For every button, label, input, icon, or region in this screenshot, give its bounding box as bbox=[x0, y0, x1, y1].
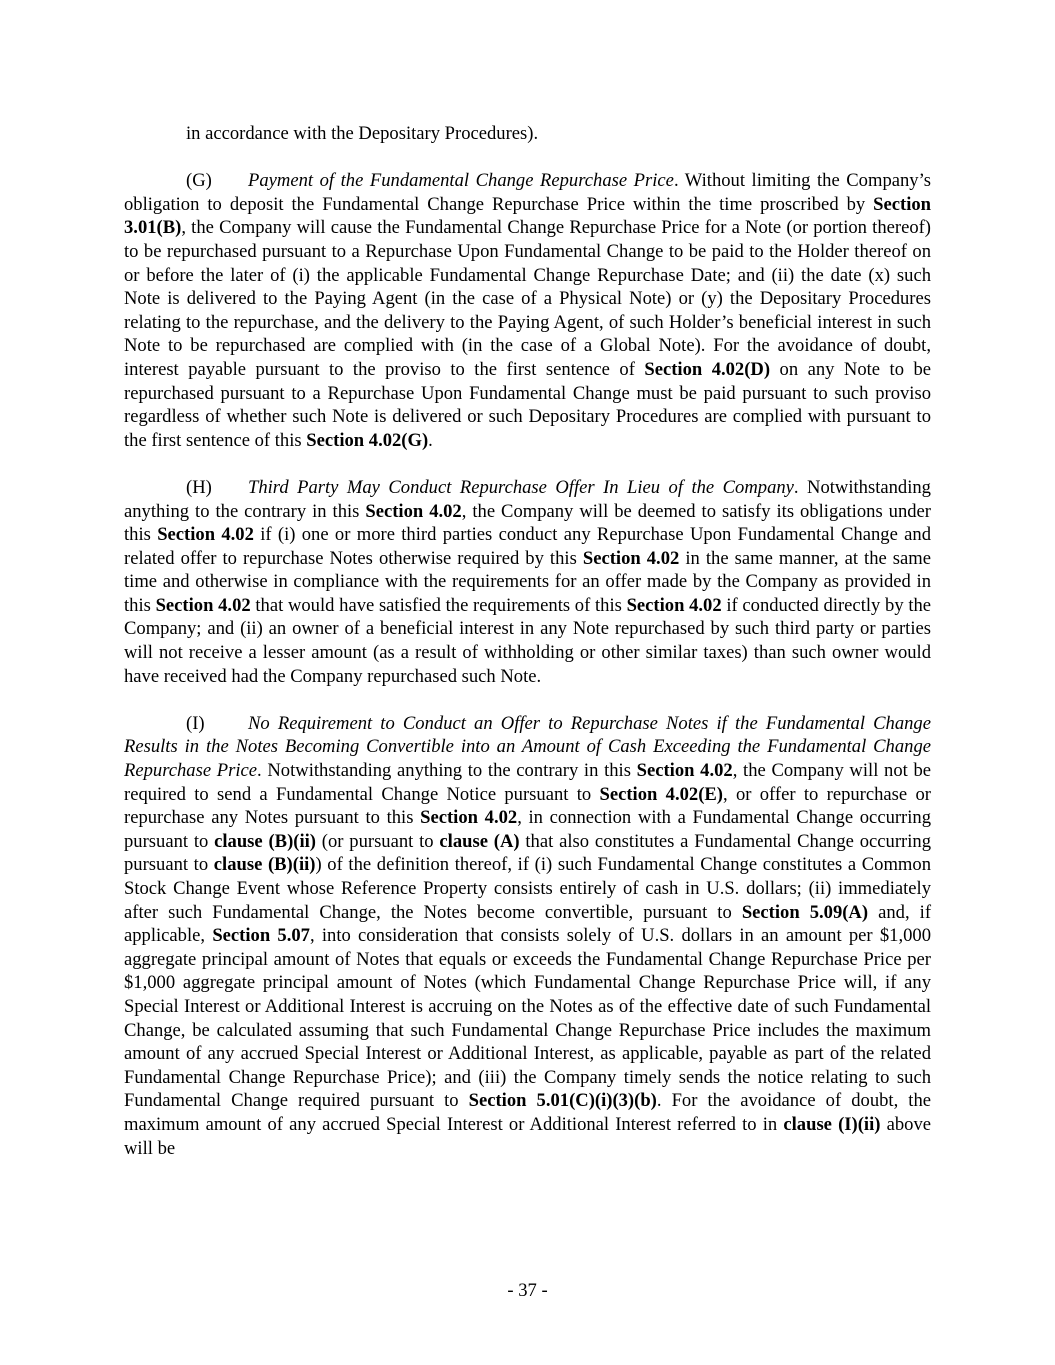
section-i-text: , the Company will not be required to send a Fundamental Change Notice pursuant to bbox=[124, 760, 932, 805]
section-reference: Section 4.02 bbox=[157, 524, 254, 546]
section-h-text: . Notwithstanding anything to the contrary in this bbox=[124, 476, 931, 522]
section-h-text: that would have satisfied the requirements of this bbox=[250, 594, 627, 616]
section-g-label: (G) bbox=[186, 170, 212, 192]
section-h-text: if conducted directly by the Company; and (ii) an owner of a beneficial interest in any Note repurchased by such third party or parties will not receive a lesser amount (as a result of withholding or other similar taxes) than such owner would have received had the Company repurchased such Note. bbox=[124, 594, 932, 687]
section-i-text: , into consideration that consists solely of U.S. dollars in an amount per $1,000 aggregate principal amount of Notes that equals or exceeds the Fundamental Change Repurchase Price per $1,000 aggregate principal amount of Notes (which Fundamental Change Repurchase Price will, if any Special Interest or Additional Interest is accruing on the Notes as of the effective date of such Fundamental Change, be calculated assuming that such Fundamental Change Repurchase Price includes the maximum amount of any accrued Special Interest or Additional Interest, as applicable, payable as part of the related Fundamental Change Repurchase Price); and (iii) the Company timely sends the notice relating to such Fundamental Change required pursuant to bbox=[124, 925, 931, 1112]
section-reference: Section 5.07 bbox=[212, 925, 310, 947]
section-h-text: , the Company will be deemed to satisfy its obligations under this bbox=[124, 500, 931, 546]
section-i-text: . For the avoidance of doubt, the maximum amount of any accrued Special Interest or Additional Interest referred to in bbox=[124, 1090, 931, 1135]
continuation-paragraph: in accordance with the Depositary Procedures). bbox=[186, 123, 539, 144]
section-g-text: . bbox=[428, 429, 433, 451]
section-h-paragraph bbox=[124, 476, 931, 688]
section-reference: Section 4.02 bbox=[626, 594, 722, 616]
section-i-label: (I) bbox=[186, 712, 205, 734]
clause-reference: clause (B)(ii) bbox=[214, 830, 316, 852]
section-reference: Section 4.02 bbox=[582, 547, 680, 569]
section-i-text: that also constitutes a Fundamental Change occurring pursuant to bbox=[124, 830, 931, 876]
section-reference: Section 4.02 bbox=[365, 500, 462, 522]
section-reference: Section 4.02 bbox=[155, 594, 251, 616]
clause-reference: clause (A) bbox=[439, 830, 520, 852]
section-reference: Section 4.02 bbox=[636, 760, 733, 782]
section-i-text: and, if applicable, bbox=[124, 901, 932, 947]
section-reference: Section 5.01(C)(i)(3)(b) bbox=[468, 1090, 657, 1112]
section-g-text: . Without limiting the Company’s obligation to deposit the Fundamental Change Repurchase Price within the time proscribed by bbox=[124, 170, 931, 215]
section-reference: Section 3.01(B) bbox=[124, 193, 931, 239]
section-i-text: , or offer to repurchase or repurchase any Notes pursuant to this bbox=[124, 783, 931, 829]
section-i-text: , in connection with a Fundamental Change occurring pursuant to bbox=[124, 807, 932, 852]
section-reference: Section 5.09(A) bbox=[741, 901, 869, 923]
section-h-text: in the same manner, at the same time and otherwise in compliance with the requirements for an offer made by the Company as provided in this bbox=[124, 547, 932, 616]
section-g-text: on any Note to be repurchased pursuant to a Repurchase Upon Fundamental Change must be paid pursuant to such proviso regardless of whether such Note is delivered or such Depositary Procedures are complied with pursuant to the first sentence of this bbox=[124, 358, 932, 451]
section-h-text: if (i) one or more third parties conduct any Repurchase Upon Fundamental Change and related offer to repurchase Notes otherwise required by this bbox=[124, 524, 931, 569]
section-reference: Section 4.02(E) bbox=[599, 783, 723, 805]
section-g-title: Payment of the Fundamental Change Repurchase Price bbox=[248, 170, 674, 192]
section-reference: Section 4.02 bbox=[420, 807, 518, 829]
section-i-text: above will be bbox=[124, 1113, 931, 1159]
clause-reference: clause (I)(ii) bbox=[783, 1113, 881, 1135]
section-h-label: (H) bbox=[186, 476, 212, 498]
section-reference: Section 4.02(G) bbox=[306, 429, 429, 451]
section-i-text: (or pursuant to bbox=[315, 830, 440, 852]
section-g-paragraph bbox=[124, 169, 931, 452]
clause-reference: clause (B)(ii) bbox=[213, 854, 316, 876]
section-h-title: Third Party May Conduct Repurchase Offer In Lieu of the Company bbox=[248, 476, 794, 498]
section-i-text: ) of the definition thereof, if (i) such Fundamental Change constitutes a Common Stock Change Event whose Reference Property consists entirely of cash in U.S. dollars; (ii) immediately after such Fundamental Change, the Notes become convertible, pursuant to bbox=[124, 854, 931, 923]
page-number: - 37 - bbox=[507, 1280, 548, 1301]
section-i-title: No Requirement to Conduct an Offer to Repurchase Notes if the Fundamental Change Results in the Notes Becoming Convertible into an Amount of Cash Exceeding the Fundamental Change Repurchase Price bbox=[124, 712, 931, 782]
section-i-text: . Notwithstanding anything to the contrary in this bbox=[257, 760, 637, 782]
section-g-text: , the Company will cause the Fundamental Change Repurchase Price for a Note (or portion thereof) to be repurchased pursuant to a Repurchase Upon Fundamental Change to be paid to the Holder thereof on or before the later of (i) the applicable Fundamental Change Repurchase Date; and (ii) the date (x) such Note is delivered to the Paying Agent (in the case of a Physical Note) or (y) the Depositary Procedures relating to the repurchase, and the delivery to the Paying Agent, of such Holder’s beneficial interest in such Note to be repurchased are complied with (in the case of a Global Note). For the avoidance of doubt, interest payable pursuant to the proviso to the first sentence of bbox=[124, 217, 931, 380]
section-reference: Section 4.02(D) bbox=[644, 358, 771, 380]
section-i-paragraph bbox=[124, 712, 931, 1160]
